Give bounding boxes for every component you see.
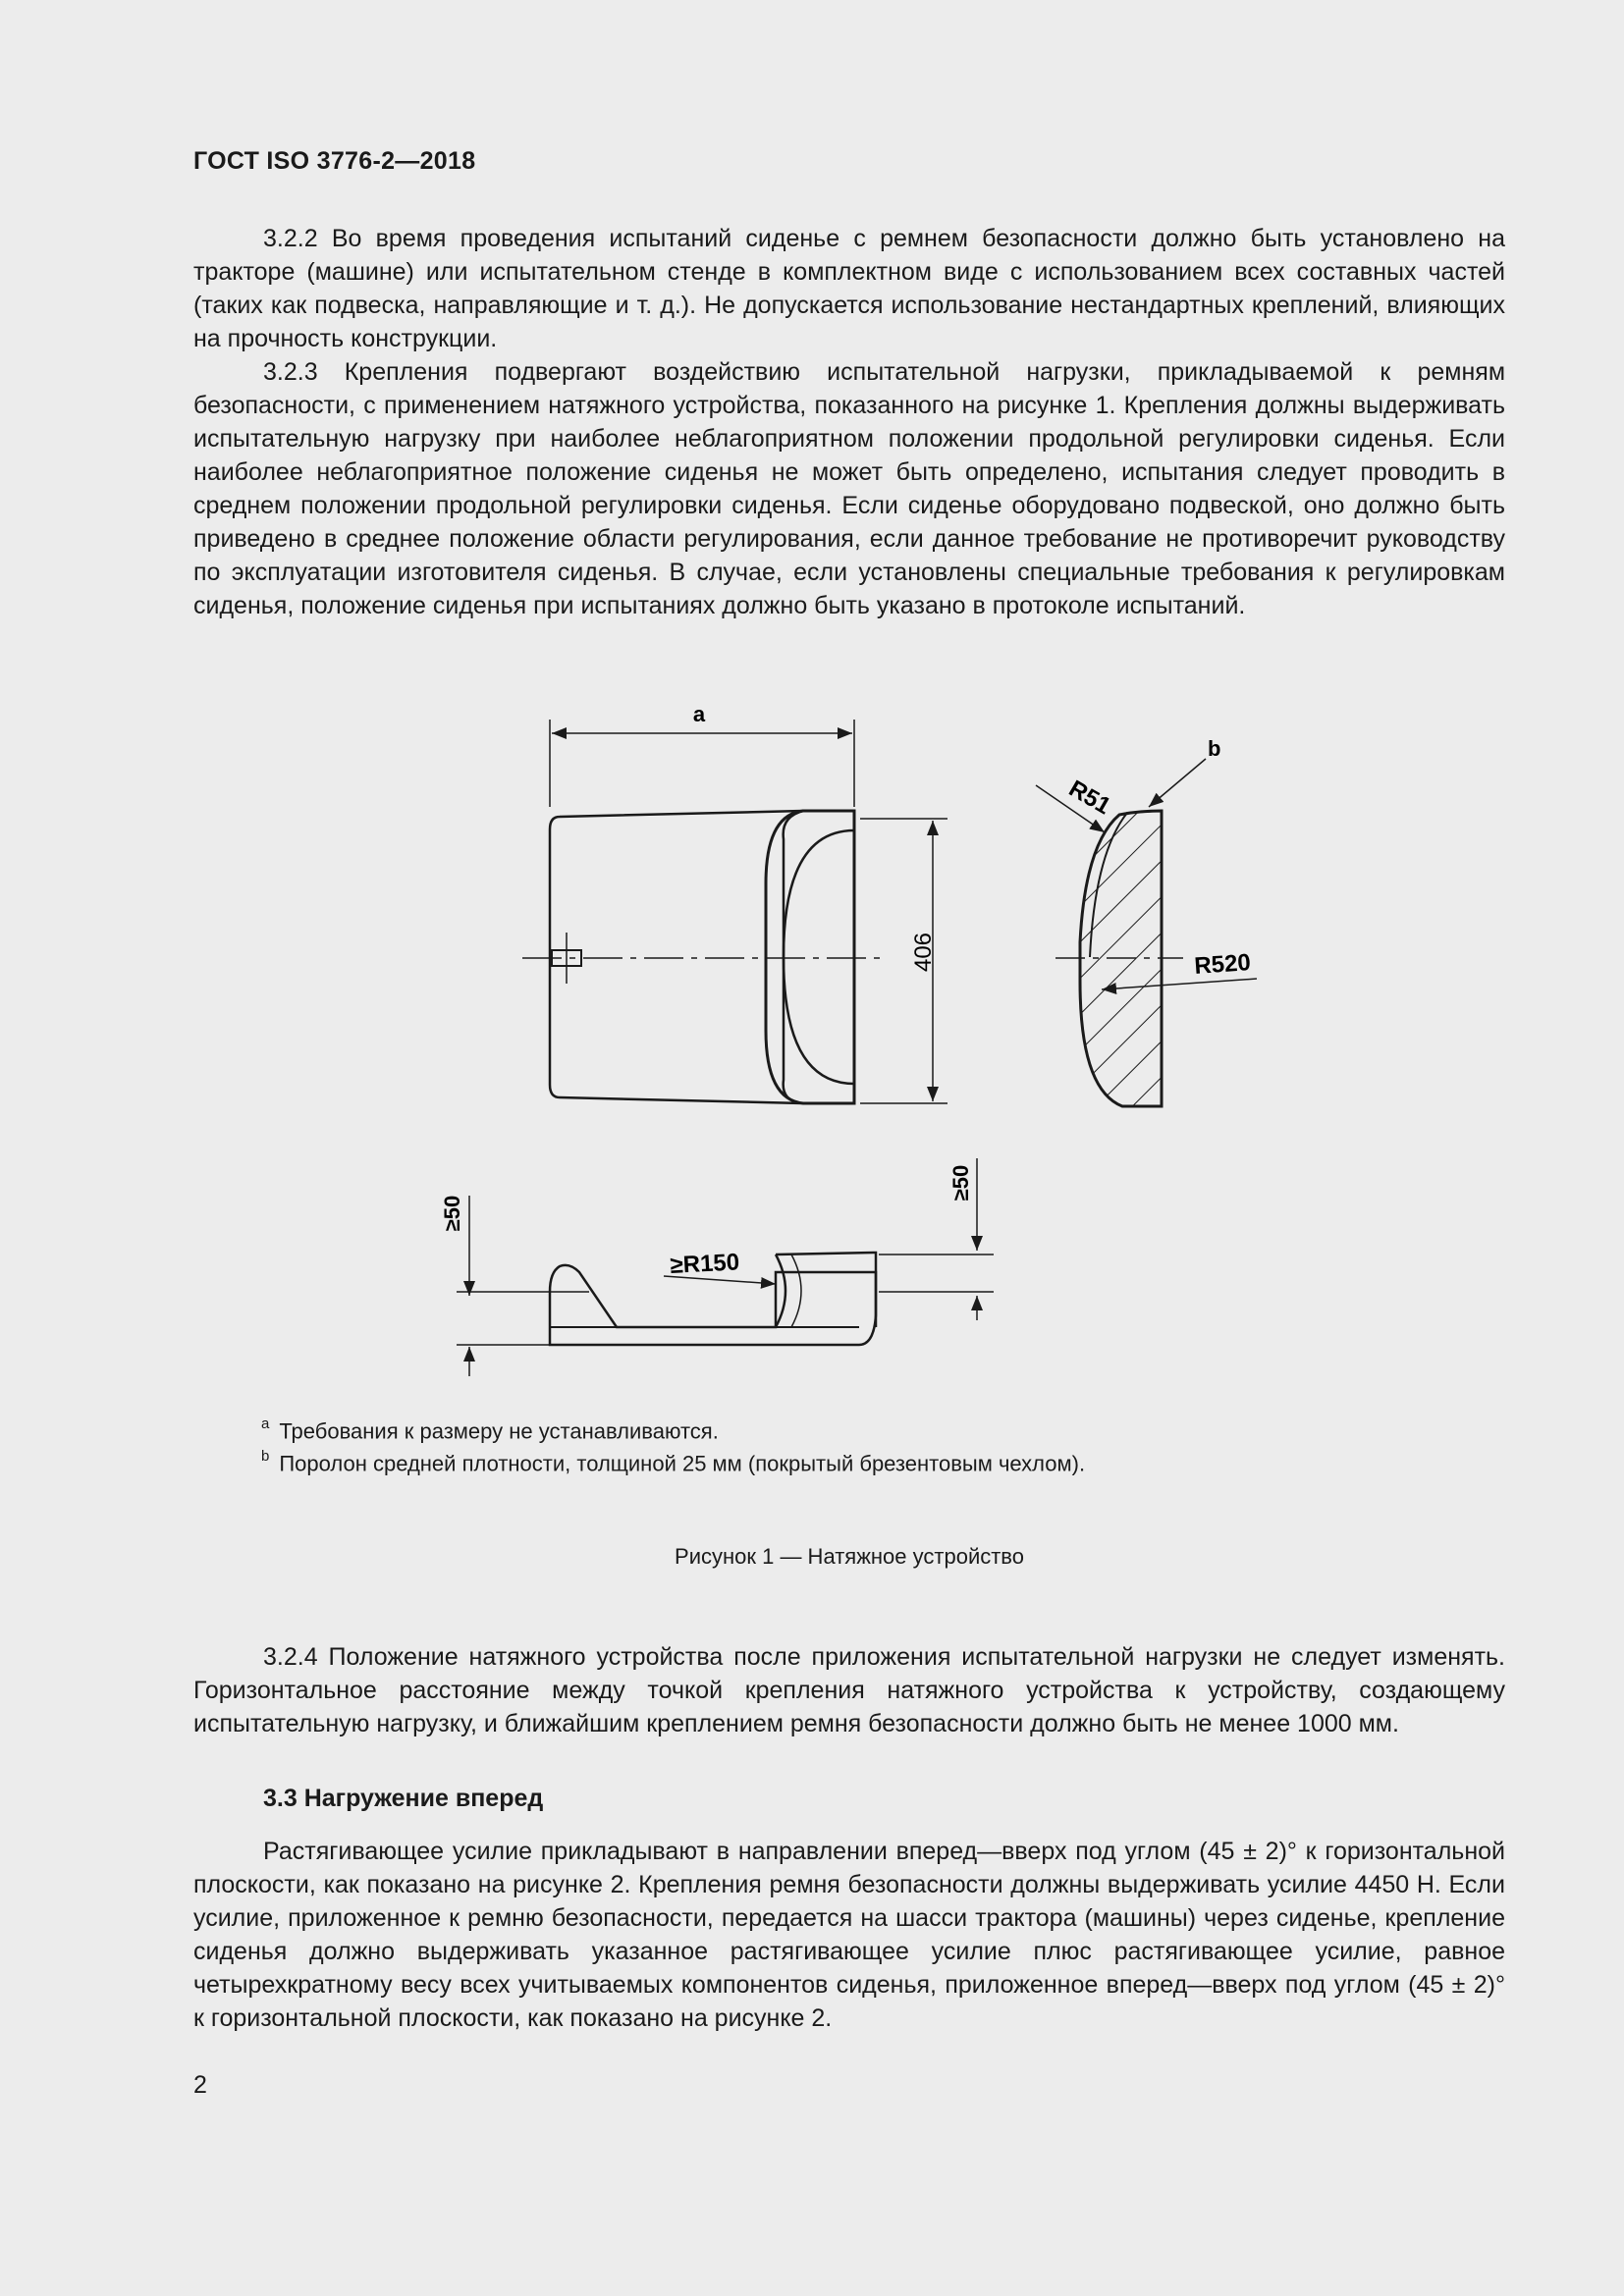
top-view xyxy=(522,720,947,1103)
paragraph-3-2-3: 3.2.3 Крепления подвергают воздействию испытательной нагрузки, прикладываемой к ремням безопасности, с применением натяжного устройства, показанного на рисунке 1. Крепления должны выдерживать испытательную нагрузку при наиболее неблагоприятном положении продольной регулировки сиденья. Если наиболее неблагоприятное положение сиденья не может быть определено, испытания следует проводить в среднем положении продольной регулировки сиденья. Если сиденье оборудовано подвеской, оно должно быть приведено в среднее положение области регулирования, если данное требование не противоречит руководству по эксплуатации изготовителя сиденья. В случае, если установлены специальные требования к регулировкам сиденья, положение сиденья при испытаниях должно быть указано в протоколе испытаний. xyxy=(193,358,1505,619)
dim-406-label: 406 xyxy=(910,932,937,973)
r520-label: R520 xyxy=(1193,949,1252,980)
paragraph-3-2-2: 3.2.2 Во время проведения испытаний сиденье с ремнем безопасности должно быть установлено на тракторе (машине) или испытательном стенде в комплектном виде с использованием всех составных частей (таких как подвеска, направляющие и т. д.). Не допускается использование нестандартных креплений, влияющих на прочность конструкции. xyxy=(193,225,1505,352)
r51-label: R51 xyxy=(1064,774,1115,821)
dim-a-label: a xyxy=(692,702,706,726)
ge50-left-label: ≥50 xyxy=(440,1195,464,1232)
paragraph-3-3: Растягивающее усилие прикладывают в направлении вперед—вверх под углом (45 ± 2)° к горизонтальной плоскости, как показано на рисунке 2. Крепления ремня безопасности должны выдерживать усилие 4450 Н. Если усилие, приложенное к ремню безопасности, передается на шасси трактора (машины) через сиденье, крепление сиденья должно выдерживать указанное растягивающее усилие плюс растягивающее усилие, равное четырехкратному весу всех учитываемых компонентов сиденья, приложенное вперед—вверх под углом (45 ± 2)° к горизонтальной плоскости, как показано на рисунке 2. xyxy=(193,1838,1505,2032)
footnote-a xyxy=(261,1417,719,1444)
footnote-a-mark: a xyxy=(261,1415,270,1432)
footnote-a-text: Требования к размеру не устанавливаются. xyxy=(279,1418,719,1444)
figure-caption: Рисунок 1 — Натяжное устройство xyxy=(675,1544,1024,1569)
ge50-right-label: ≥50 xyxy=(948,1164,973,1201)
section-3-3-title: 3.3 Нагружение вперед xyxy=(263,1785,544,1812)
page-number: 2 xyxy=(193,2071,207,2099)
b-label: b xyxy=(1208,736,1221,761)
paragraph-3-2-4: 3.2.4 Положение натяжного устройства после приложения испытательной нагрузки не следует изменять. Горизонтальное расстояние между точкой крепления натяжного устройства к устройству, создающему испытательную нагрузку, и ближайшим креплением ремня безопасности должно быть не менее 1000 мм. xyxy=(193,1643,1505,1737)
r150-label: ≥R150 xyxy=(669,1249,740,1279)
footnote-b-mark: b xyxy=(261,1448,270,1465)
footnote-b xyxy=(261,1450,1085,1476)
section-view xyxy=(1036,759,1257,1106)
footnote-b-text: Поролон средней плотности, толщиной 25 мм (покрытый брезентовым чехлом). xyxy=(279,1451,1086,1476)
standard-header: ГОСТ ISO 3776-2—2018 xyxy=(193,147,476,175)
